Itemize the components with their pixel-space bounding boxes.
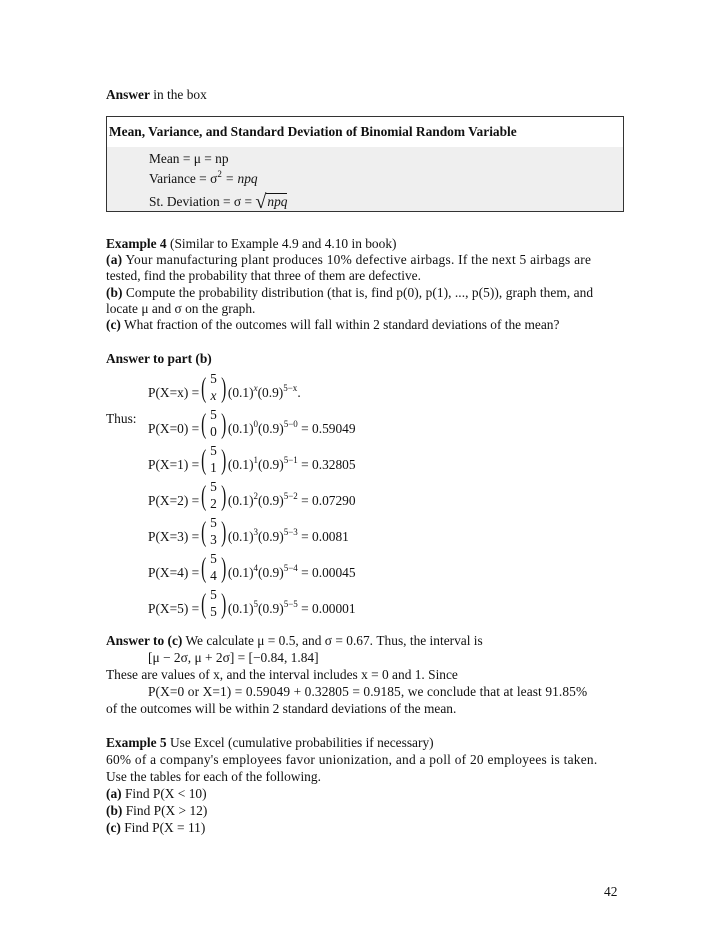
example4-c-line: (c) What fraction of the outcomes will fall within 2 standard deviations of the mean? [106, 317, 560, 332]
example4-heading: Example 4 (Similar to Example 4.9 and 4.10 in book) [106, 236, 397, 251]
mean-formula: Mean = μ = np [149, 151, 229, 166]
page-number: 42 [604, 884, 618, 899]
example5-b: (b) Find P(X > 12) [106, 803, 208, 818]
probability-row: P(X=1) = ( 5 1 ) $(0.1)^1(0.9)^{5-1} = 0.32805$ [148, 443, 356, 476]
example5-line1: 60% of a company's employees favor unionization, and a poll of 20 employees is taken. [106, 752, 598, 767]
example5-heading: Example 5 Use Excel (cumulative probabilities if necessary) [106, 735, 434, 750]
example4-b-line1: (b) Compute the probability distribution (that is, find p(0), p(1), ..., p(5)), graph them, and [106, 285, 594, 300]
part-c-line4: P(X=0 or X=1) = 0.59049 + 0.32805 = 0.9185, we conclude that at least 91.85% [148, 684, 588, 699]
formula-box [106, 116, 624, 212]
example4-b-line2: locate μ and σ on the graph. [106, 301, 256, 316]
probability-row: P(X=0) = ( 5 0 ) $(0.1)^0(0.9)^{5-0} = 0.59049$ [148, 407, 356, 440]
probability-row: P(X=4) = ( 5 4 ) $(0.1)^4(0.9)^{5-4} = 0.00045$ [148, 551, 356, 584]
part-c-line1: Answer to (c) We calculate μ = 0.5, and σ = 0.67. Thus, the interval is [106, 633, 483, 648]
probability-row: P(X=5) = ( 5 5 ) $(0.1)^5(0.9)^{5-5} = 0.00001$ [148, 587, 356, 620]
example5-c: (c) Find P(X = 11) [106, 820, 206, 835]
part-c-line3: These are values of x, and the interval includes x = 0 and 1. Since [106, 667, 458, 682]
example5-line2: Use the tables for each of the following. [106, 769, 321, 784]
sd-formula: St. Deviation = σ = √npq [149, 191, 288, 213]
example4-a-line1: (a) Your manufacturing plant produces 10% defective airbags. If the next 5 airbags are [106, 252, 592, 267]
variance-formula: Variance = $\sigma^2$ = npq [149, 169, 258, 186]
thus-label: Thus: [106, 411, 137, 426]
part-b-heading: Answer to part (b) [106, 351, 212, 366]
part-c-line5: of the outcomes will be within 2 standard deviations of the mean. [106, 701, 457, 716]
answer-box-label: Answer in the box [106, 87, 207, 102]
general-binomial-formula: P(X=x) = ( 5 x ) $(0.1)^x(0.9)^{5-x}$. [148, 371, 301, 404]
example5-a: (a) Find P(X < 10) [106, 786, 207, 801]
probability-row: P(X=2) = ( 5 2 ) $(0.1)^2(0.9)^{5-2} = 0.07290$ [148, 479, 356, 512]
box-title: Mean, Variance, and Standard Deviation of Binomial Random Variable [109, 124, 517, 139]
example4-a-line2: tested, find the probability that three of them are defective. [106, 268, 421, 283]
probability-row: P(X=3) = ( 5 3 ) $(0.1)^3(0.9)^{5-3} = 0.0081$ [148, 515, 349, 548]
part-c-interval: [μ − 2σ, μ + 2σ] = [−0.84, 1.84] [148, 650, 319, 665]
